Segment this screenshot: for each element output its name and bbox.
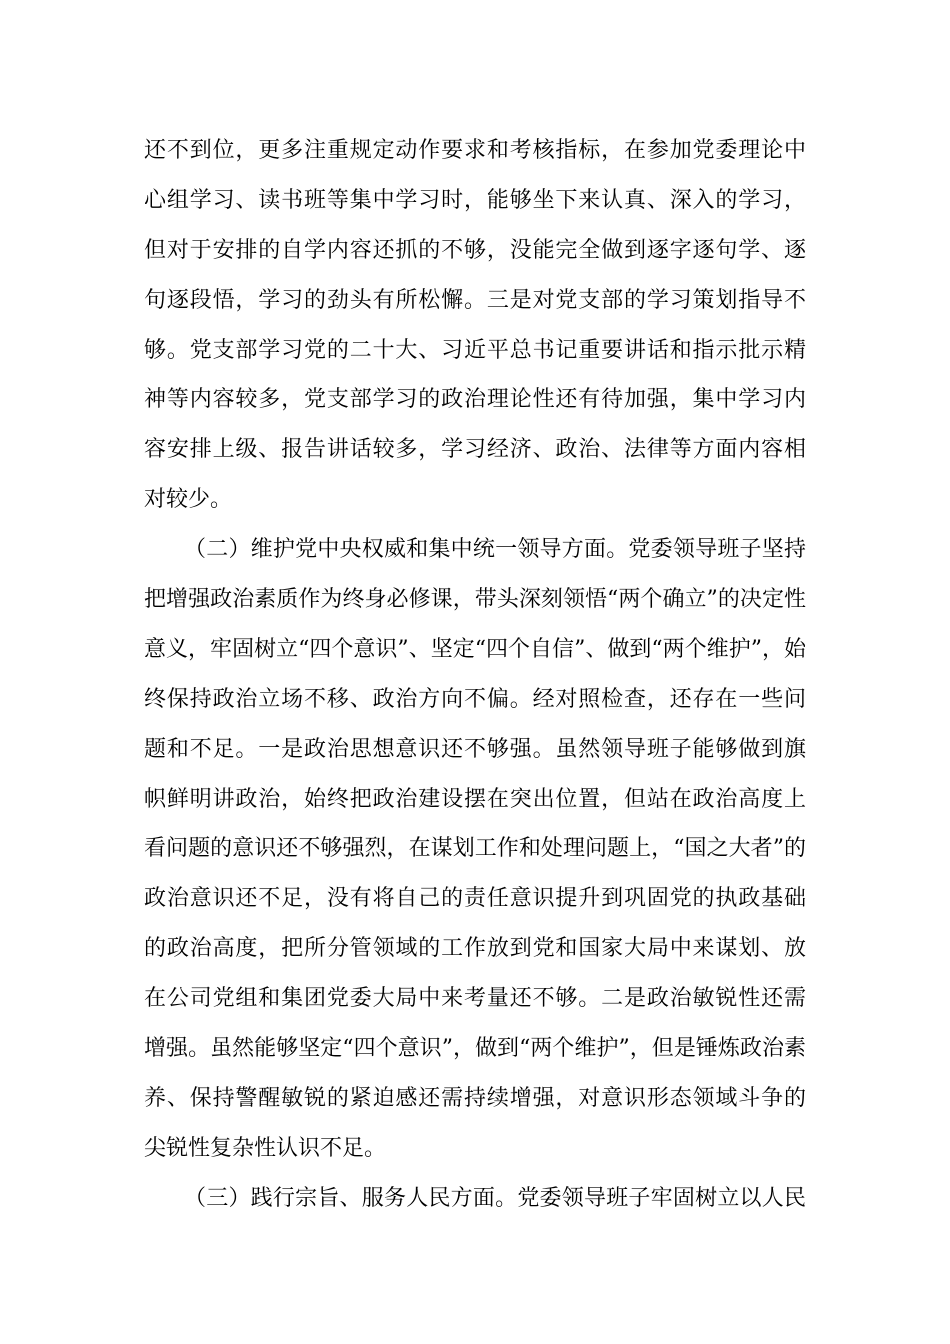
text-line: 神等内容较多，党支部学习的政治理论性还有待加强，集中学习内: [144, 387, 806, 413]
paragraph: [144, 525, 806, 1174]
text-line: 句逐段悟，学习的劲头有所松懈。三是对党支部的学习策划指导不: [144, 287, 806, 313]
text-line: 帜鲜明讲政治，始终把政治建设摆在突出位置，但站在政治高度上: [144, 786, 806, 812]
text-line: 增强。虽然能够坚定“四个意识”，做到“两个维护”，但是锤炼政治素: [144, 1036, 806, 1062]
paragraph: [144, 126, 806, 525]
text-line: 尖锐性复杂性认识不足。: [144, 1135, 387, 1161]
text-line: 在公司党组和集团党委大局中来考量还不够。二是政治敏锐性还需: [144, 986, 806, 1012]
text-line: 题和不足。一是政治思想意识还不够强。虽然领导班子能够做到旗: [144, 736, 806, 762]
text-line: （二）维护党中央权威和集中统一领导方面。党委领导班子坚持: [184, 537, 806, 563]
text-line: 把增强政治素质作为终身必修课，带头深刻领悟“两个确立”的决定性: [144, 587, 806, 613]
text-line: 对较少。: [144, 487, 233, 513]
text-line: 意义，牢固树立“四个意识”、坚定“四个自信”、做到“两个维护”，始: [144, 636, 806, 662]
document-body: [144, 126, 806, 1224]
text-line: 养、保持警醒敏锐的紧迫感还需持续增强，对意识形态领域斗争的: [144, 1085, 806, 1111]
text-line: 的政治高度，把所分管领域的工作放到党和国家大局中来谋划、放: [144, 936, 806, 962]
text-line: 心组学习、读书班等集中学习时，能够坐下来认真、深入的学习，: [144, 187, 806, 213]
text-line: 但对于安排的自学内容还抓的不够，没能完全做到逐字逐句学、逐: [144, 237, 806, 263]
text-line: 容安排上级、报告讲话较多，学习经济、政治、法律等方面内容相: [144, 437, 806, 463]
text-line: （三）践行宗旨、服务人民方面。党委领导班子牢固树立以人民: [184, 1185, 806, 1211]
text-line: 看问题的意识还不够强烈，在谋划工作和处理问题上，“国之大者”的: [144, 836, 806, 862]
text-line: 还不到位，更多注重规定动作要求和考核指标，在参加党委理论中: [144, 138, 806, 163]
text-line: 政治意识还不足，没有将自己的责任意识提升到巩固党的执政基础: [144, 886, 806, 912]
text-line: 够。党支部学习党的二十大、习近平总书记重要讲话和指示批示精: [144, 337, 806, 363]
text-line: 终保持政治立场不移、政治方向不偏。经对照检查，还存在一些问: [144, 686, 806, 712]
paragraph: [144, 1174, 806, 1224]
